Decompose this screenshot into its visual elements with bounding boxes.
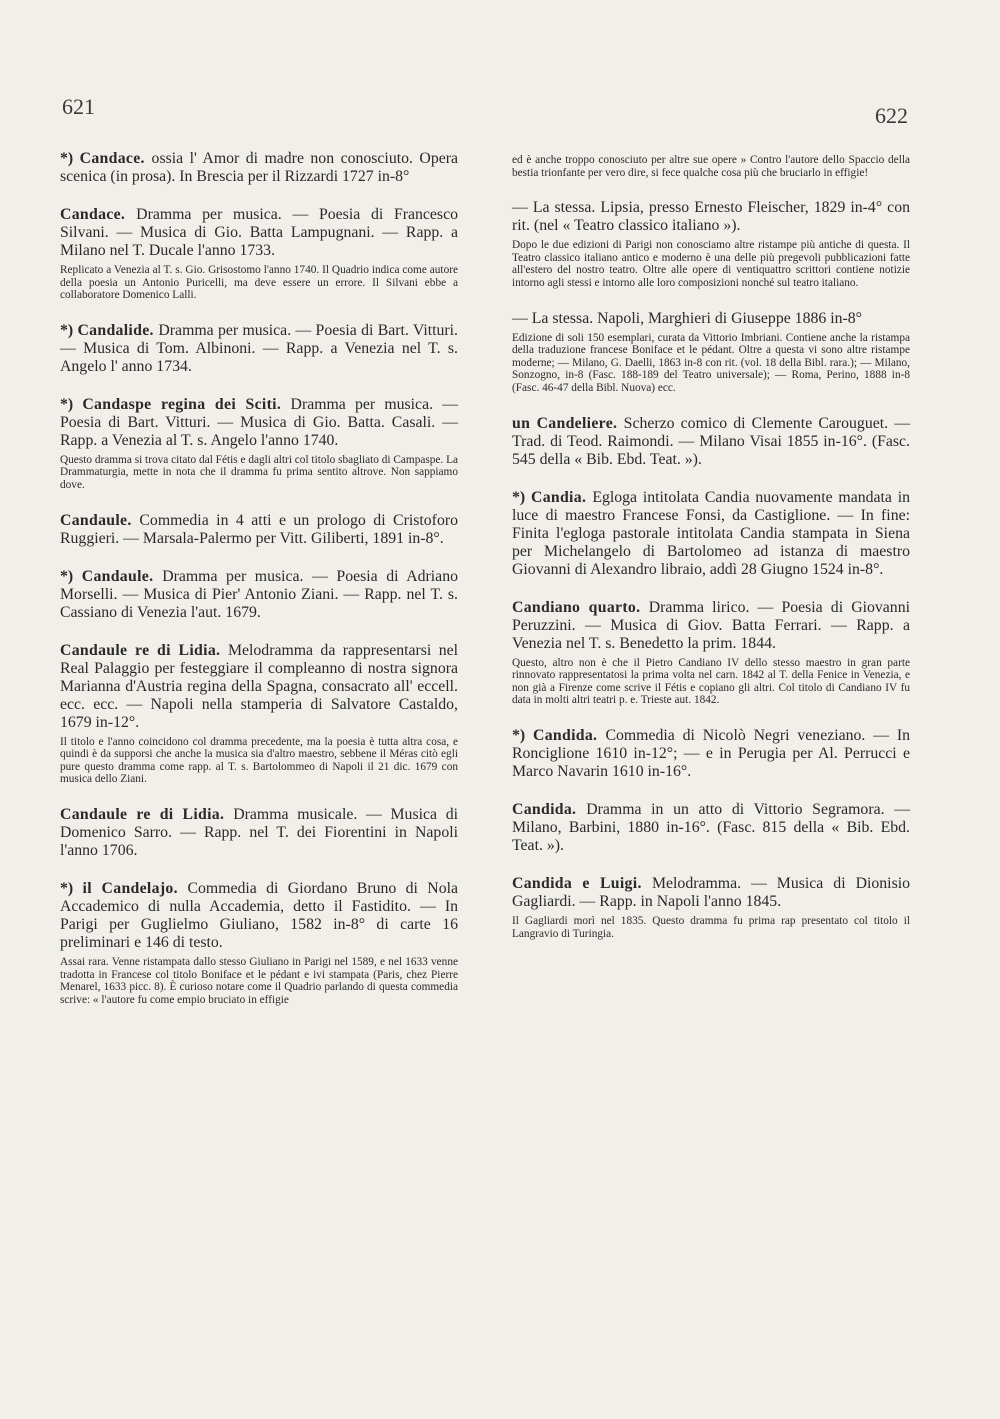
dictionary-entry bbox=[512, 727, 910, 781]
dictionary-entry bbox=[60, 150, 458, 186]
entry-text bbox=[512, 310, 910, 328]
dictionary-entry bbox=[60, 206, 458, 302]
entry-note: Assai rara. Venne ristampata dallo stesso Giuliano in Parigi nel 1589, e nel 1633 venne tradotta in Francese col titolo Boniface et le pédant e ivi stampata (Paris, chez Pierre Menarel, 1633 picc. 8). È curioso notare come il Quadrio parlando di questa commedia scrive: « l'autore fu come empio bruciato in effigie bbox=[60, 955, 458, 1006]
entry-headword: Candaspe regina dei Sciti. bbox=[82, 395, 291, 413]
entry-description: Melodramma. — Musica di Dionisio Gagliardi. — Rapp. in Napoli l'anno 1845. bbox=[512, 874, 910, 910]
entry-headword: Candida. bbox=[533, 726, 606, 744]
entry-description: Commedia in 4 atti e un prologo di Cristoforo Ruggieri. — Marsala-Palermo per Vitt. Giliberti, 1891 in-8°. bbox=[60, 511, 458, 547]
entry-headword: Candaule. bbox=[81, 567, 163, 585]
dictionary-entry bbox=[512, 801, 910, 855]
entry-note: Il Gagliardi morì nel 1835. Questo dramma fu prima rap presentato col titolo il Langravio di Turingia. bbox=[512, 914, 910, 940]
entry-star: *) bbox=[60, 321, 78, 339]
entry-text bbox=[60, 880, 458, 952]
entry-headword: un Candeliere. bbox=[512, 414, 624, 432]
page-number-right: 622 bbox=[875, 103, 908, 128]
entry-description: — La stessa. Napoli, Marghieri di Giuseppe 1886 in-8° bbox=[512, 309, 862, 327]
entry-text bbox=[60, 322, 458, 376]
dictionary-entry bbox=[512, 310, 910, 395]
dictionary-entry bbox=[60, 512, 458, 548]
entry-description: Commedia di Giordano Bruno di Nola Accademico di nulla Accademia, detto il Fastidito. — In Parigi per Guglielmo Giuliano, 1582 in-8° di carte 16 preliminari e 146 di testo. bbox=[60, 879, 458, 951]
entry-headword: Candia. bbox=[530, 488, 593, 506]
entry-note: Dopo le due edizioni di Parigi non conosciamo altre ristampe più antiche di questa. Il Teatro classico italiano antico e moderno è una delle più pregevoli pubblicazioni fatte all'estero del nostro teatro. Oltre alle opere di ventiquattro scrittori contiene notizie intorno agli stessi e intorno alle loro composizioni nonché sul teatro italiano. bbox=[512, 239, 910, 289]
entry-headword: Candalide. bbox=[77, 321, 159, 339]
entry-headword: Candace. bbox=[79, 150, 152, 167]
left-column bbox=[60, 150, 458, 1026]
entry-text bbox=[512, 875, 910, 911]
entry-headword: Candida. bbox=[512, 800, 587, 818]
entry-headword: Candiano quarto. bbox=[512, 598, 649, 616]
entry-text bbox=[512, 415, 910, 469]
entry-note: Replicato a Venezia al T. s. Gio. Grisostomo l'anno 1740. Il Quadrio indica come autore della poesia un Antonio Puricelli, ma deve essere un errore. Il Silvani ebbe a collaboratore Domenico Lalli. bbox=[60, 264, 458, 302]
entry-description: Dramma musicale. — Musica di Domenico Sarro. — Rapp. nel T. dei Fiorentini in Napoli l'anno 1706. bbox=[60, 805, 458, 859]
entry-description: Dramma per musica. — Poesia di Francesco Silvani. — Musica di Gio. Batta Lampugnani. — Rapp. a Milano nel T. Ducale l'anno 1733. bbox=[60, 206, 458, 259]
entry-text bbox=[60, 512, 458, 548]
entry-headword: Candaule re di Lidia. bbox=[60, 805, 234, 823]
entry-note: Questo, altro non è che il Pietro Candiano IV dello stesso maestro in gran parte rinnovato rappresentatosi la prima volta nel carn. 1842 al T. della Fenice in Venezia, e non già a Firenze come scrive il Fétis e copiano gli altri. Col titolo di Candiano IV fu data in molti altri teatri p. e. Trieste aut. 1842. bbox=[512, 656, 910, 707]
entry-text bbox=[60, 396, 458, 450]
entry-note: Edizione di soli 150 esemplari, curata da Vittorio Imbriani. Contiene anche la ristampa della traduzione francese Boniface et le pédant. Oltre a questa vi sono altre ristampe moderne; — Milano, G. Daelli, 1863 in-8 con rit. (vol. 18 della Bibl. rara.); — Milano, Sonzogno, in-8 (Fasc. 188-189 del Teatro universale); — Roma, Perino, 1888 in-8 (Fasc. 46-47 della Bibl. Nuova) ecc. bbox=[512, 331, 910, 394]
entry-note: ed è anche troppo conosciuto per altre sue opere » Contro l'autore dello Spaccio della bestia trionfante per vero dire, si fece qualche cosa più che bruciarlo in effigie! bbox=[512, 154, 910, 179]
entry-description: Melodramma da rappresentarsi nel Real Palaggio per festeggiare il compleanno di nostra signora Marianna d'Austria regina della Spagna, consacrato all' eccell. ecc. ecc. — Napoli nella stamperia di Salvatore Castaldo, 1679 in-12°. bbox=[60, 641, 458, 731]
entry-description: Dramma per musica. — Poesia di Bart. Vitturi. — Musica di Gio. Batta. Casali. — Rapp. a Venezia al T. s. Angelo l'anno 1740. bbox=[60, 395, 459, 449]
entry-description: ossia l' Amor di madre non conosciuto. Opera scenica (in prosa). In Brescia per il Rizzardi 1727 in-8° bbox=[60, 150, 459, 185]
dictionary-entry bbox=[60, 396, 458, 492]
entry-description: — La stessa. Lipsia, presso Ernesto Fleischer, 1829 in-4° con rit. (nel « Teatro classico italiano »). bbox=[512, 199, 910, 235]
entry-description: Commedia di Nicolò Negri veneziano. — In Ronciglione 1610 in-12°; — e in Perugia per Al. Perrucci e Marco Navarin 1610 in-16°. bbox=[512, 726, 910, 780]
entry-description: Dramma in un atto di Vittorio Segramora. — Milano, Barbini, 1880 in-16°. (Fasc. 815 della « Bib. Ebd. Teat. »). bbox=[512, 800, 910, 854]
entry-text bbox=[512, 599, 910, 653]
dictionary-entry bbox=[60, 568, 458, 622]
entry-description: Scherzo comico di Clemente Carouguet. — Trad. di Teod. Raimondi. — Milano Visai 1855 in-16°. (Fasc. 545 della « Bib. Ebd. Teat. »). bbox=[512, 414, 910, 468]
entry-text bbox=[60, 642, 458, 732]
dictionary-entry bbox=[60, 322, 458, 376]
entry-text bbox=[512, 727, 910, 781]
entry-note: Il titolo e l'anno coincidono col dramma precedente, ma la poesia è tutta altra cosa, e quindi è da supporsi che anche la musica sia d'altro maestro, sebbene il Méras citò egli pure questo dramma come rapp. al T. s. Bartolommeo di Napoli il 21 dic. 1679 con musica dello Ziani. bbox=[60, 735, 458, 786]
dictionary-entry bbox=[60, 642, 458, 786]
dictionary-entry bbox=[60, 880, 458, 1006]
entry-star: *) bbox=[512, 726, 533, 744]
right-column bbox=[512, 150, 910, 960]
entry-description: Dramma per musica. — Poesia di Adriano Morselli. — Musica di Pier' Antonio Ziani. — Rapp. nel T. s. Cassiano di Venezia l'aut. 1679. bbox=[60, 567, 458, 621]
entry-star: *) bbox=[512, 488, 531, 506]
entry-text bbox=[512, 801, 910, 855]
entry-description: Egloga intitolata Candia nuovamente mandata in luce di maestro Francese Fonsi, da Castiglione. — In fine: Finita l'egloga pastorale intitolata Candia stampata in Siena per Michelangelo di Bartolomeo ad istanza di maestro Giovanni di Alexandro libraio, addì 28 Giugno 1524 in-8°. bbox=[512, 488, 911, 578]
entry-headword: Candaule re di Lidia. bbox=[60, 641, 228, 659]
entry-text bbox=[60, 206, 458, 260]
entry-text bbox=[512, 489, 910, 579]
entry-star: *) bbox=[60, 395, 83, 413]
dictionary-entry bbox=[512, 154, 910, 179]
entry-note: Questo dramma si trova citato dal Fétis e dagli altri col titolo sbagliato di Campaspe. La Drammaturgia, mette in nota che il dramma fu prima sentito altrove. Non sappiamo dove. bbox=[60, 453, 458, 491]
entry-text bbox=[60, 568, 458, 622]
entry-headword: il Candelajo. bbox=[82, 879, 188, 897]
dictionary-entry bbox=[512, 599, 910, 707]
dictionary-entry bbox=[60, 806, 458, 860]
entry-description: Dramma lirico. — Poesia di Giovanni Peruzzini. — Musica di Giov. Batta Ferrari. — Rapp. a Venezia nel T. s. Benedetto la prim. 1844. bbox=[512, 598, 910, 652]
entry-headword: Candida e Luigi. bbox=[512, 874, 652, 892]
entry-text bbox=[512, 199, 910, 235]
page-number-left: 621 bbox=[62, 94, 95, 119]
dictionary-entry bbox=[512, 875, 910, 940]
entry-text bbox=[60, 150, 458, 186]
dictionary-entry bbox=[512, 415, 910, 469]
entry-headword: Candaule. bbox=[60, 511, 140, 529]
entry-description: Dramma per musica. — Poesia di Bart. Vitturi. — Musica di Tom. Albinoni. — Rapp. a Venezia nel T. s. Angelo l' anno 1734. bbox=[60, 321, 458, 375]
entry-star: *) bbox=[60, 879, 83, 897]
entry-headword: Candace. bbox=[60, 206, 137, 223]
entry-star: *) bbox=[60, 150, 80, 167]
entry-text bbox=[60, 806, 458, 860]
entry-star: *) bbox=[60, 567, 82, 585]
dictionary-entry bbox=[512, 199, 910, 289]
dictionary-entry bbox=[512, 489, 910, 579]
